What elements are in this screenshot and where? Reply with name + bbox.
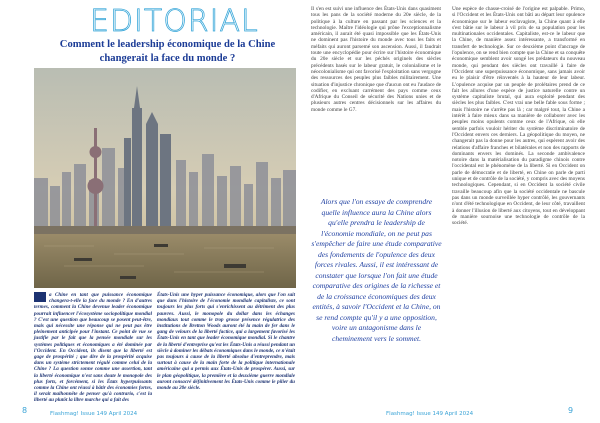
- article-column-1-text: a Chine en tant que puissance économique changera-t-elle la face du monde ? En d'autres termes, comment la Chine devenue leader économique pourrait influencer l'écosystème sociopolitique mondial ? C'est une question que beaucoup se posent peut-être, mais qui nécessite une réponse qui ne peut pas être pleinement anticipée pour l'instant. Ce point de vue se justifie par le fait que la pensée mondiale sur les systèmes politiques et économiques a été dominée par l'Occident. En Occident, ils disent que la liberté est gage de prospérité ; que dire de la prospérité acquise dans un système strictement régulé comme celui de la Chine ? La question sonne comme une assertion, tant la liberté économique n'est sans doute le monopole des plus forts, et forcément, si les États hyperpuissants comme la Chine ont réussi à bâtir des économies fortes, il serait malhonnête de penser qu'à contrario, c'est la liberté au plutôt la libre marche qui a fait des: [34, 292, 152, 404]
- drop-cap-block: [34, 292, 46, 302]
- page-number-right: 9: [568, 406, 574, 415]
- article-column-3: Il s'en est suivi une influence des États-Unis dans quasiment tous les pans de la société moderne du 20e siècle, de la politique à la culture en passant par les sciences et la technologie. Maître l'idéologie qui prône l'exceptionnalisme américain, il aurait été quasi impossible que les États-Unis ne dominent pas l'histoire du monde avec tous les faits et méfaits qui auront parsemé son ascension. Aussi, il faudrait toute une encyclopédie pour écrire sur l'histoire économique du 20e siècle et sur les péchés originels des siècles précédents basés sur le labeur gratuit, le colonialisme et le néocolonialisme qui ont favorisé l'exploitation sans vergogne des ressources des peuples plus faibles militairement. Une situation d'injustice chronique que d'aucun ont eu l'audace de codifier, en excluant carrément des pays comme ceux d'Afrique du Conseil de sécurité des Nations unies et de plusieurs autres centres décisionnels sur les affaires du monde comme le G7.: [311, 6, 441, 113]
- section-heading: EDITORIAL: [90, 4, 259, 39]
- skyline-illustration: [34, 68, 296, 288]
- page-number-left: 8: [22, 406, 28, 415]
- article-column-2: États-Unis une hyper puissance économique, alors que l'on sait que dans l'histoire de l'économie mondiale capitaliste, ce sont toujours les plus forts qui s'enrichissent au détriment des plus pauvres. Aussi, le monopole du dollar dans les échanges mondiaux tout comme le trop grosse présence régulatrice des institutions de Bretton Woods auront été la main de fer dans le gang de velours de la liberté factice, qui a largement favorisé les États-Unis en tant que leader économique mondial. Si le chantre de la liberté d'entreprise qu'est les États-Unis a réussi pendant un siècle à dominer les débats économiques dans le monde, ce n'était pas toujours à cause de la liberté absolue d'entreprendre, mais surtout à cause de la main forte de la politique internationale américaine qui a permis aux États-Unis de prospérer. Aussi, sur le plan géopolitique, la première et la deuxième guerre mondiale auront consacré définitivement les États-Unis comme le pilier du monde au 20e siècle.: [157, 292, 295, 392]
- article-title: Comment le leadership économique de la Chine changerait la face du monde ?: [59, 39, 276, 64]
- article-column-4: Une espèce de chasse-croisé de l'origine est palpable. Primo, si l'Occident et les États-Unis ont bâti au départ leur opulence économique sur le labeur esclavagiste, la Chine quant à elle s'est bâtie sur le labeur à vil prix de sa population pour les multinationales occidentales. Capitaliste, est-ce le labeur que la Chine, de manière assez intéressante, a transformé en transfert de technologie. Sur ce deuxième point d'ancrage de l'opulence, on se rend bien compte que la Chine et sa conquête économique semblent avoir songé les prédateurs du nouveau monde, qui pendant des siècles ont travaillé à faire de l'Occident une superpuissance économique, sans jamais avoir eu le plaisir d'être réinventés à la hauteur de leur labeur. L'opulence acquise par un peuple de prolétaires prend de ce fait les allures d'une espèce de justice naturelle contre un système capitaliste brutal, qui aura exploité pendant des siècles les plus faibles. C'est vrai une belle fable sous forme ; mais l'histoire ne s'arrête pas là ; car malgré tout, la Chine a intérêt à faire mieux dans sa manière de collaborer avec les peuples moins opulents comme ceux de l'Afrique, où elle semble parfois vouloir hériter du système discriminatoire de l'Occident envers ces derniers. La géopolitique du moyen, ne changerait pas la donne pour les autres, qui espèrent avoir des relations d'affaire franches et bilatérales et non des rapports de dominants envers les dominés. La seconde ambivalence notoire dans la matérialisation du paradigme chinois contre l'occidental est le phénomène de la liberté. Si en Occident on parle de démocratie et de liberté, en Chine on parle de parti unique et de contrôle de la société, y compris avec des moyens technologiques. Cependant, si en Occident la société civile travaille beaucoup afin que la société occidentale ne bascule pas dans un monde surveillée hyper contrôlé, les gouvernants n'ont d'été technologique en Occident, de leur côté, travaillent à donner l'illusion de liberté aux citoyens, tout en développant de manière sournoise une technologie de contrôle de la société.: [452, 6, 585, 227]
- article-column-1: [34, 292, 152, 404]
- city-skyline-photo: [34, 68, 296, 288]
- footer-left: Flashmag! Issue 149 April 2024: [50, 411, 138, 417]
- pull-quote: Alors que l'on essaye de comprendre quelle influence aura la Chine alors qu'elle prendra le leadership de l'économie mondiale, on ne peut pas s'empêcher de faire une étude comparative des fondements de l'opulence des deux forces rivales. Aussi, il est intéressant de constater que lorsque l'on fait une étude comparative des origines de la richesse et de la croissance économiques des deux entités, à savoir l'Occident et la Chine, on se rend compte qu'il y a une opposition, voire un antagonisme dans le cheminement vers le sommet.: [311, 197, 442, 343]
- footer-right: Flashmag! Issue 149 April 2024: [386, 411, 474, 417]
